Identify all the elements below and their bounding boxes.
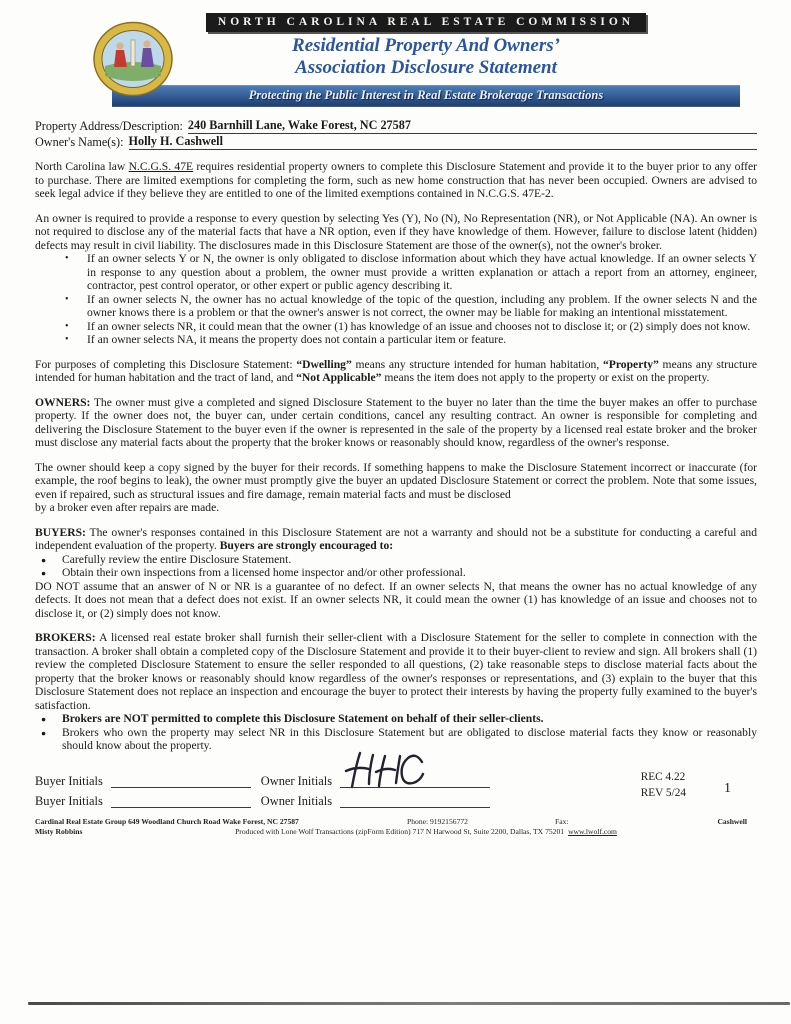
response-bullet-4: • If an owner selects NA, it means the property does not contain a particular item or feature. <box>35 333 757 347</box>
nc-state-seal-icon <box>91 20 175 98</box>
brokers-bullet-1 <box>35 712 757 726</box>
owner-initials-line-2[interactable] <box>340 807 490 808</box>
owner-name-label: Owner's Name(s): <box>35 135 124 149</box>
buyers-bullet-list <box>35 553 757 580</box>
scan-artifact-line <box>28 1002 790 1005</box>
initials-row-1 <box>35 769 595 789</box>
intro-paragraph <box>35 160 757 201</box>
dwelling-term: “Dwelling” <box>296 357 352 371</box>
owner-initials-signature <box>342 750 428 790</box>
do-not-assume-paragraph: DO NOT assume that an answer of N or NR is a guarantee of no defect. If an owner selects N, that means the owner has no actual knowledge of any defects. It does not mean that a defect does not exist. If an owner selects NR, it could mean the owner (1) has knowledge of an issue and chooses not to disclose it, or (2) simply does not know. <box>35 579 757 620</box>
buyer-initials-line-1[interactable] <box>111 787 251 788</box>
rec-code: REC 4.22 <box>640 770 686 783</box>
buyers-bullet-1: ● Carefully review the entire Disclosure Statement. <box>35 553 757 567</box>
owners-label: OWNERS: <box>35 395 91 409</box>
page-header <box>35 12 757 116</box>
definitions-paragraph <box>35 358 757 385</box>
footer-file-reference: Cashwell <box>717 816 747 826</box>
owner-copy-paragraph <box>35 461 757 515</box>
buyer-initials-label-1: Buyer Initials <box>35 773 103 788</box>
property-address-value: 240 Barnhill Lane, Wake Forest, NC 27587 <box>187 118 411 132</box>
owner-initials-label-2: Owner Initials <box>260 793 333 808</box>
brokers-paragraph <box>35 631 757 712</box>
revision-block <box>641 769 757 809</box>
initials-row-2 <box>35 789 595 809</box>
owners-text: The owner must give a completed and signed Disclosure Statement to the buyer no later than the time the buyer makes an offer to purchase property. If the owner does not, the buyer can, under certain conditions, cancel any resulting contract. An owner is responsible for completing and delivering the Disclosure Statement to the buyer even if the owner is represented in the sale of the property by a licensed real estate broker and the broker must disclose any material facts about the property that the broker knows or reasonably should know, regardless of the owner's response. <box>35 395 757 449</box>
rev-code: REV 5/24 <box>640 786 686 799</box>
owner-copy-continuation: by a broker even after repairs are made. <box>35 501 220 514</box>
owner-name-line <box>129 134 758 150</box>
property-address-line <box>188 118 757 134</box>
buyer-initials-label-2: Buyer Initials <box>35 793 103 808</box>
footer-agent-name: Misty Robbins <box>35 826 83 836</box>
buyers-label: BUYERS: <box>35 525 86 539</box>
intro-post: requires residential property owners to complete this Disclosure Statement and provide it to the buyer prior to any offer to purchase. There are limited exemptions for completing the form, such as new home construction that has never been occupied. Owners are advised to seek legal advice if they believe they are entitled to one of the limited exemptions contained in N.C.G.S. 47E-2. <box>35 160 757 200</box>
property-address-label: Property Address/Description: <box>35 119 183 133</box>
buyers-encouraged-text: Buyers are strongly encouraged to: <box>219 539 394 552</box>
page-title <box>106 35 746 80</box>
initials-block <box>35 769 757 809</box>
property-address-field <box>35 118 757 134</box>
commission-banner: NORTH CAROLINA REAL ESTATE COMMISSION <box>206 13 646 32</box>
owner-initials-line-1[interactable] <box>340 787 490 788</box>
footer-phone: Phone: 9192156772 <box>407 816 468 826</box>
definitions-s3: means any structure intended for human habitation and the tract of land, and <box>35 357 757 384</box>
not-applicable-term: “Not Applicable” <box>296 371 382 384</box>
brokers-bullet-list <box>35 712 757 753</box>
brokers-not-permitted-text: Brokers are NOT permitted to complete this Disclosure Statement on behalf of their seller-clients. <box>62 712 544 725</box>
brokers-label: BROKERS: <box>35 631 96 644</box>
buyers-text: The owner's responses contained in this Disclosure Statement are not a warranty and should not be a substitute for conducting a careful and independent evaluation of the property. <box>35 525 757 552</box>
footer-row-2 <box>35 827 757 837</box>
buyers-bullet-2: ● Obtain their own inspections from a licensed home inspector and/or other professional. <box>35 566 757 580</box>
owner-copy-text: The owner should keep a copy signed by the buyer for their records. If something happens to make the Disclosure Statement incorrect or inaccurate (for example, the roof begins to leak), the owner must promptly give the buyer an updated Disclosure Statement or correct the problem. Note that some issues, even if repaired, such as structural issues and fire damage, remain material facts and must be disclosed <box>35 460 757 501</box>
body-copy <box>35 160 757 753</box>
brokers-text: A licensed real estate broker shall furnish their seller-client with a Disclosure Statement for the seller to complete in connection with the transaction. A broker shall obtain a completed copy of the Disclosure Statement and provide it to their buyer-client to review and sign. All brokers shall (1) review the completed Disclosure Statement to ensure the seller responded to all questions, (2) take reasonable steps to disclose material facts about the property that the broker knows or reasonably should know regardless of the owner's responses or representations, and (3) explain to the buyer that this Disclosure Statement does not replace an inspection and encourage the buyer to protect their interests by having the property fully examined to the buyer's satisfaction. <box>35 631 757 712</box>
revision-codes <box>641 769 686 809</box>
statute-reference: N.C.G.S. 47E <box>128 160 194 173</box>
buyer-initials-line-2[interactable] <box>111 807 251 808</box>
response-bullet-1: • If an owner selects Y or N, the owner is only obligated to disclose information about which they have actual knowledge. If an owner selects Y in response to any question about a problem, the owner must provide a written explanation or attach a report from an attorney, engineer, contractor, pest control operator, or other expert or public agency describing it. <box>35 252 757 293</box>
owner-initials-label-1: Owner Initials <box>260 773 333 788</box>
page-footer <box>35 817 757 837</box>
buyers-paragraph <box>35 526 757 553</box>
brokers-bullet-2: ● Brokers who own the property may select NR in this Disclosure Statement but are obligated to disclose material facts they know or reasonably should know about the property. <box>35 726 757 753</box>
owners-paragraph <box>35 396 757 450</box>
response-bullet-3: • If an owner selects NR, it could mean that the owner (1) has knowledge of an issue and chooses not to disclose it; or (2) simply does not know. <box>35 320 757 334</box>
owner-name-value: Holly H. Cashwell <box>128 134 223 148</box>
page-number: 1 <box>724 780 731 796</box>
lwolf-link: www.lwolf.com <box>568 826 617 836</box>
footer-produced-line <box>165 827 687 837</box>
response-paragraph: An owner is required to provide a response to every question by selecting Yes (Y), No (N), No Representation (NR), or Not Applicable (NA). An owner is not required to disclose any of the material facts that have a NR option, even if they have knowledge of them. However, failure to disclose latent (hidden) defects may result in civil liability. The disclosures made in this Disclosure Statement are those of the owner(s), not the owner's broker. <box>35 211 757 252</box>
response-bullet-2: • If an owner selects N, the owner has no actual knowledge of the topic of the question, including any problem. If the owner selects N and the owner knows there is a problem or that the owner's answer is not correct, the owner may be liable for making an intentional misstatement. <box>35 293 757 320</box>
footer-fax: Fax: <box>555 816 569 826</box>
response-bullet-list <box>35 252 757 347</box>
property-term: “Property” <box>602 357 659 371</box>
definitions-s4: means the item does not apply to the property or exist on the property. <box>381 371 710 384</box>
page-title-line2: Association Disclosure Statement <box>295 57 557 79</box>
tagline-banner: Protecting the Public Interest in Real Estate Brokerage Transactions <box>112 85 740 107</box>
produced-with-text: Produced with Lone Wolf Transactions (zipForm Edition) 717 N Harwood St, Suite 2200, Dallas, TX 75201 <box>235 826 565 836</box>
initials-rows <box>35 769 595 809</box>
definitions-s1: For purposes of completing this Disclosure Statement: <box>35 357 297 371</box>
footer-row-1 <box>35 817 757 827</box>
definitions-s2: means any structure intended for human habitation, <box>351 357 603 371</box>
owner-name-field <box>35 134 757 150</box>
page-title-line1: Residential Property And Owners’ <box>292 35 560 56</box>
brokerage-office-line: Cardinal Real Estate Group 649 Woodland Church Road Wake Forest, NC 27587 <box>35 816 299 826</box>
intro-pre: North Carolina law <box>35 160 129 173</box>
